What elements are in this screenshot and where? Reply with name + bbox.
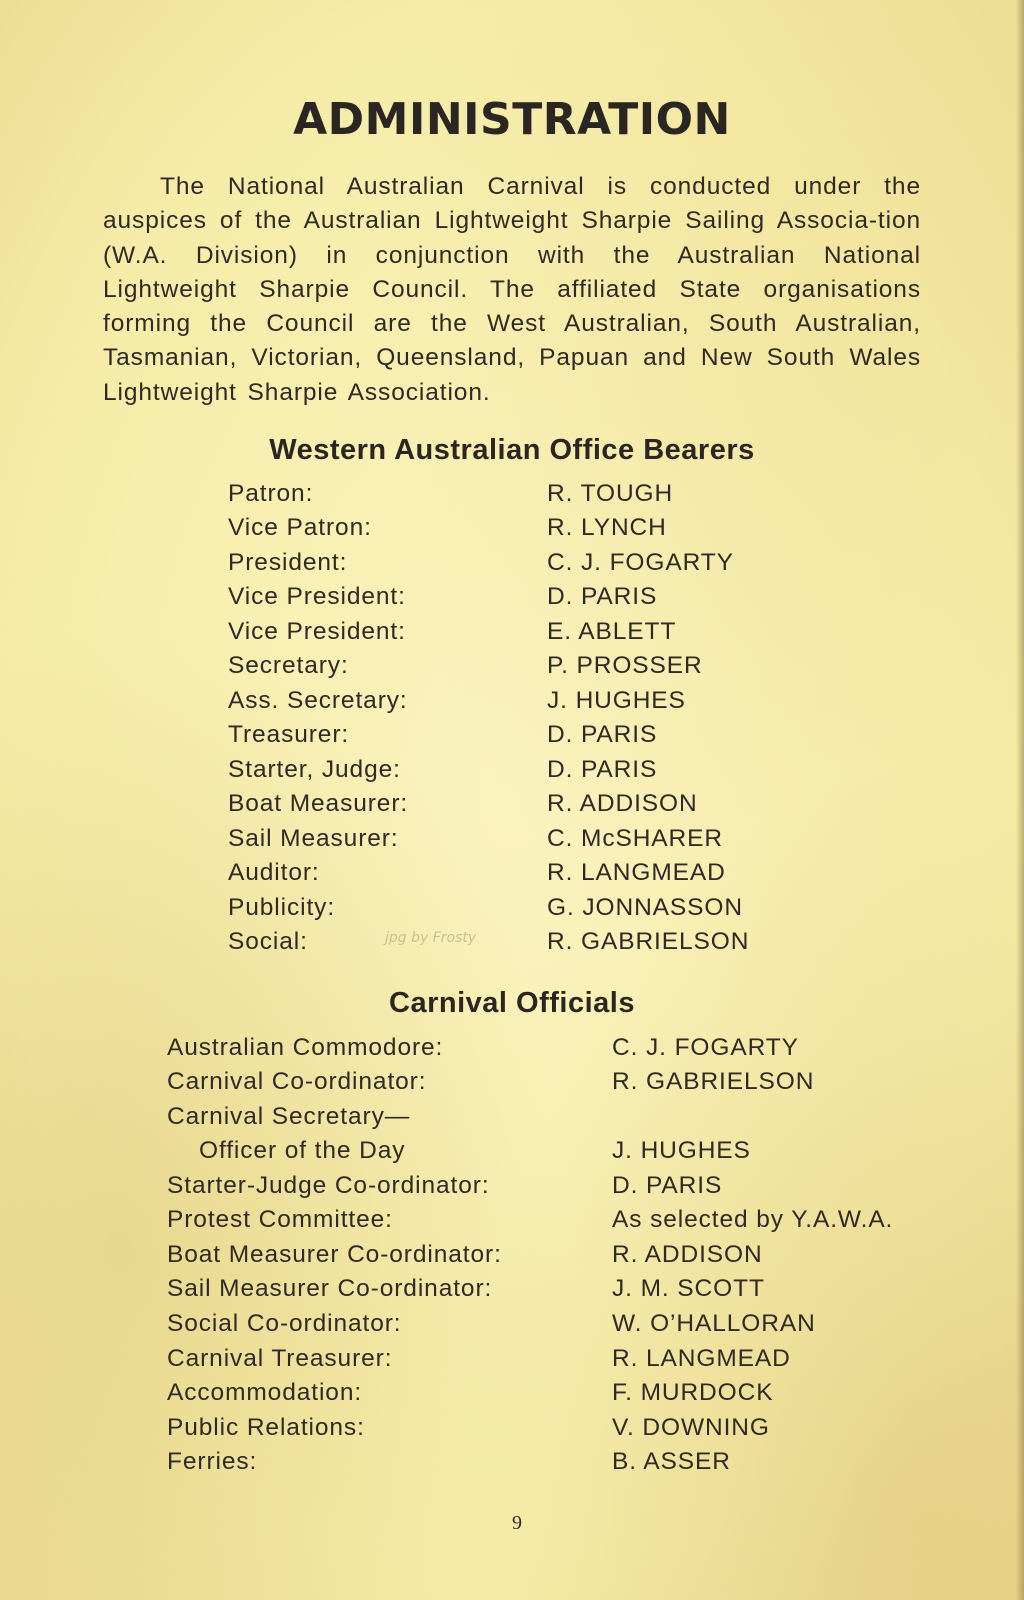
- office-bearers-heading: Western Australian Office Bearers: [269, 434, 755, 466]
- role-label: Vice Patron:: [228, 514, 372, 541]
- role-label: Australian Commodore:: [167, 1034, 444, 1061]
- role-label: Publicity:: [228, 894, 336, 921]
- role-label: Accommodation:: [167, 1379, 363, 1406]
- role-label: President:: [228, 549, 348, 576]
- office-bearer-row: [228, 891, 788, 925]
- role-label: Vice President:: [228, 583, 406, 610]
- person-name: E. ABLETT: [547, 618, 677, 645]
- official-row: [167, 1169, 927, 1203]
- watermark-text: jpg by Frosty: [385, 930, 477, 946]
- role-label: Patron:: [228, 480, 314, 507]
- official-row: [167, 1100, 927, 1134]
- office-bearer-row: [228, 684, 788, 718]
- official-row: [167, 1411, 927, 1445]
- person-name: R. GABRIELSON: [547, 928, 750, 955]
- office-bearer-row: [228, 787, 788, 821]
- person-name: D. PARIS: [547, 756, 658, 783]
- official-row: [167, 1065, 927, 1099]
- person-name: J. HUGHES: [612, 1137, 751, 1164]
- role-label: Sail Measurer Co-ordinator:: [167, 1275, 493, 1302]
- role-label: Protest Committee:: [167, 1206, 393, 1233]
- role-label: Ferries:: [167, 1448, 258, 1475]
- intro-paragraph: The National Australian Carnival is conducted under the auspices of the Australian Lightweight Sharpie Sailing Associa-tion (W.A. Division) in conjunction with the Australian National Lightweight Sharpie Council. The affiliated State organisations forming the Council are the West Australian, South Australian, Tasmanian, Victorian, Queensland, Papuan and New South Wales Lightweight Sharpie Association.: [103, 173, 921, 406]
- role-label: Auditor:: [228, 859, 320, 886]
- role-label: Carnival Co-ordinator:: [167, 1068, 427, 1095]
- role-label: Social Co-ordinator:: [167, 1310, 402, 1337]
- office-bearer-row: [228, 477, 788, 511]
- person-name: D. PARIS: [547, 583, 658, 610]
- person-name: R. ADDISON: [612, 1241, 763, 1268]
- role-label: Secretary:: [228, 652, 349, 679]
- person-name: J. HUGHES: [547, 687, 686, 714]
- official-row: [167, 1272, 927, 1306]
- person-name: D. PARIS: [612, 1172, 723, 1199]
- person-name: G. JONNASSON: [547, 894, 743, 921]
- person-name: As selected by Y.A.W.A.: [612, 1206, 894, 1233]
- person-name: W. O’HALLORAN: [612, 1310, 816, 1337]
- office-bearer-row: [228, 649, 788, 683]
- office-bearer-row: [228, 925, 788, 959]
- person-name: R. LANGMEAD: [612, 1345, 791, 1372]
- role-label: Public Relations:: [167, 1414, 365, 1441]
- office-bearer-row: [228, 856, 788, 890]
- page-number: 9: [512, 1512, 522, 1534]
- official-row: [167, 1342, 927, 1376]
- person-name: R. LYNCH: [547, 514, 667, 541]
- person-name: C. J. FOGARTY: [612, 1034, 799, 1061]
- person-name: V. DOWNING: [612, 1414, 770, 1441]
- role-label: Officer of the Day: [199, 1137, 406, 1164]
- person-name: P. PROSSER: [547, 652, 703, 679]
- person-name: R. GABRIELSON: [612, 1068, 815, 1095]
- role-label: Ass. Secretary:: [228, 687, 408, 714]
- office-bearer-row: [228, 580, 788, 614]
- person-name: R. LANGMEAD: [547, 859, 726, 886]
- carnival-officials-heading: Carnival Officials: [389, 987, 635, 1019]
- role-label: Vice President:: [228, 618, 406, 645]
- role-label: Starter, Judge:: [228, 756, 401, 783]
- person-name: F. MURDOCK: [612, 1379, 774, 1406]
- person-name: C. J. FOGARTY: [547, 549, 734, 576]
- role-label: Social:: [228, 928, 308, 955]
- role-label: Boat Measurer Co-ordinator:: [167, 1241, 502, 1268]
- official-row: [167, 1203, 927, 1237]
- official-row: [167, 1134, 927, 1168]
- office-bearer-row: [228, 718, 788, 752]
- person-name: J. M. SCOTT: [612, 1275, 765, 1302]
- official-row: [167, 1238, 927, 1272]
- role-label: Carnival Secretary—: [167, 1103, 411, 1130]
- official-row: [167, 1307, 927, 1341]
- role-label: Carnival Treasurer:: [167, 1345, 393, 1372]
- person-name: R. ADDISON: [547, 790, 698, 817]
- office-bearer-row: [228, 511, 788, 545]
- role-label: Sail Measurer:: [228, 825, 399, 852]
- person-name: C. McSHARER: [547, 825, 723, 852]
- official-row: [167, 1376, 927, 1410]
- role-label: Starter-Judge Co-ordinator:: [167, 1172, 490, 1199]
- person-name: B. ASSER: [612, 1448, 731, 1475]
- official-row: [167, 1031, 927, 1065]
- role-label: Treasurer:: [228, 721, 350, 748]
- office-bearer-row: [228, 753, 788, 787]
- page-title: ADMINISTRATION: [293, 94, 731, 145]
- person-name: R. TOUGH: [547, 480, 674, 507]
- role-label: Boat Measurer:: [228, 790, 409, 817]
- office-bearer-row: [228, 615, 788, 649]
- person-name: D. PARIS: [547, 721, 658, 748]
- office-bearer-row: [228, 822, 788, 856]
- office-bearer-row: [228, 546, 788, 580]
- official-row: [167, 1445, 927, 1479]
